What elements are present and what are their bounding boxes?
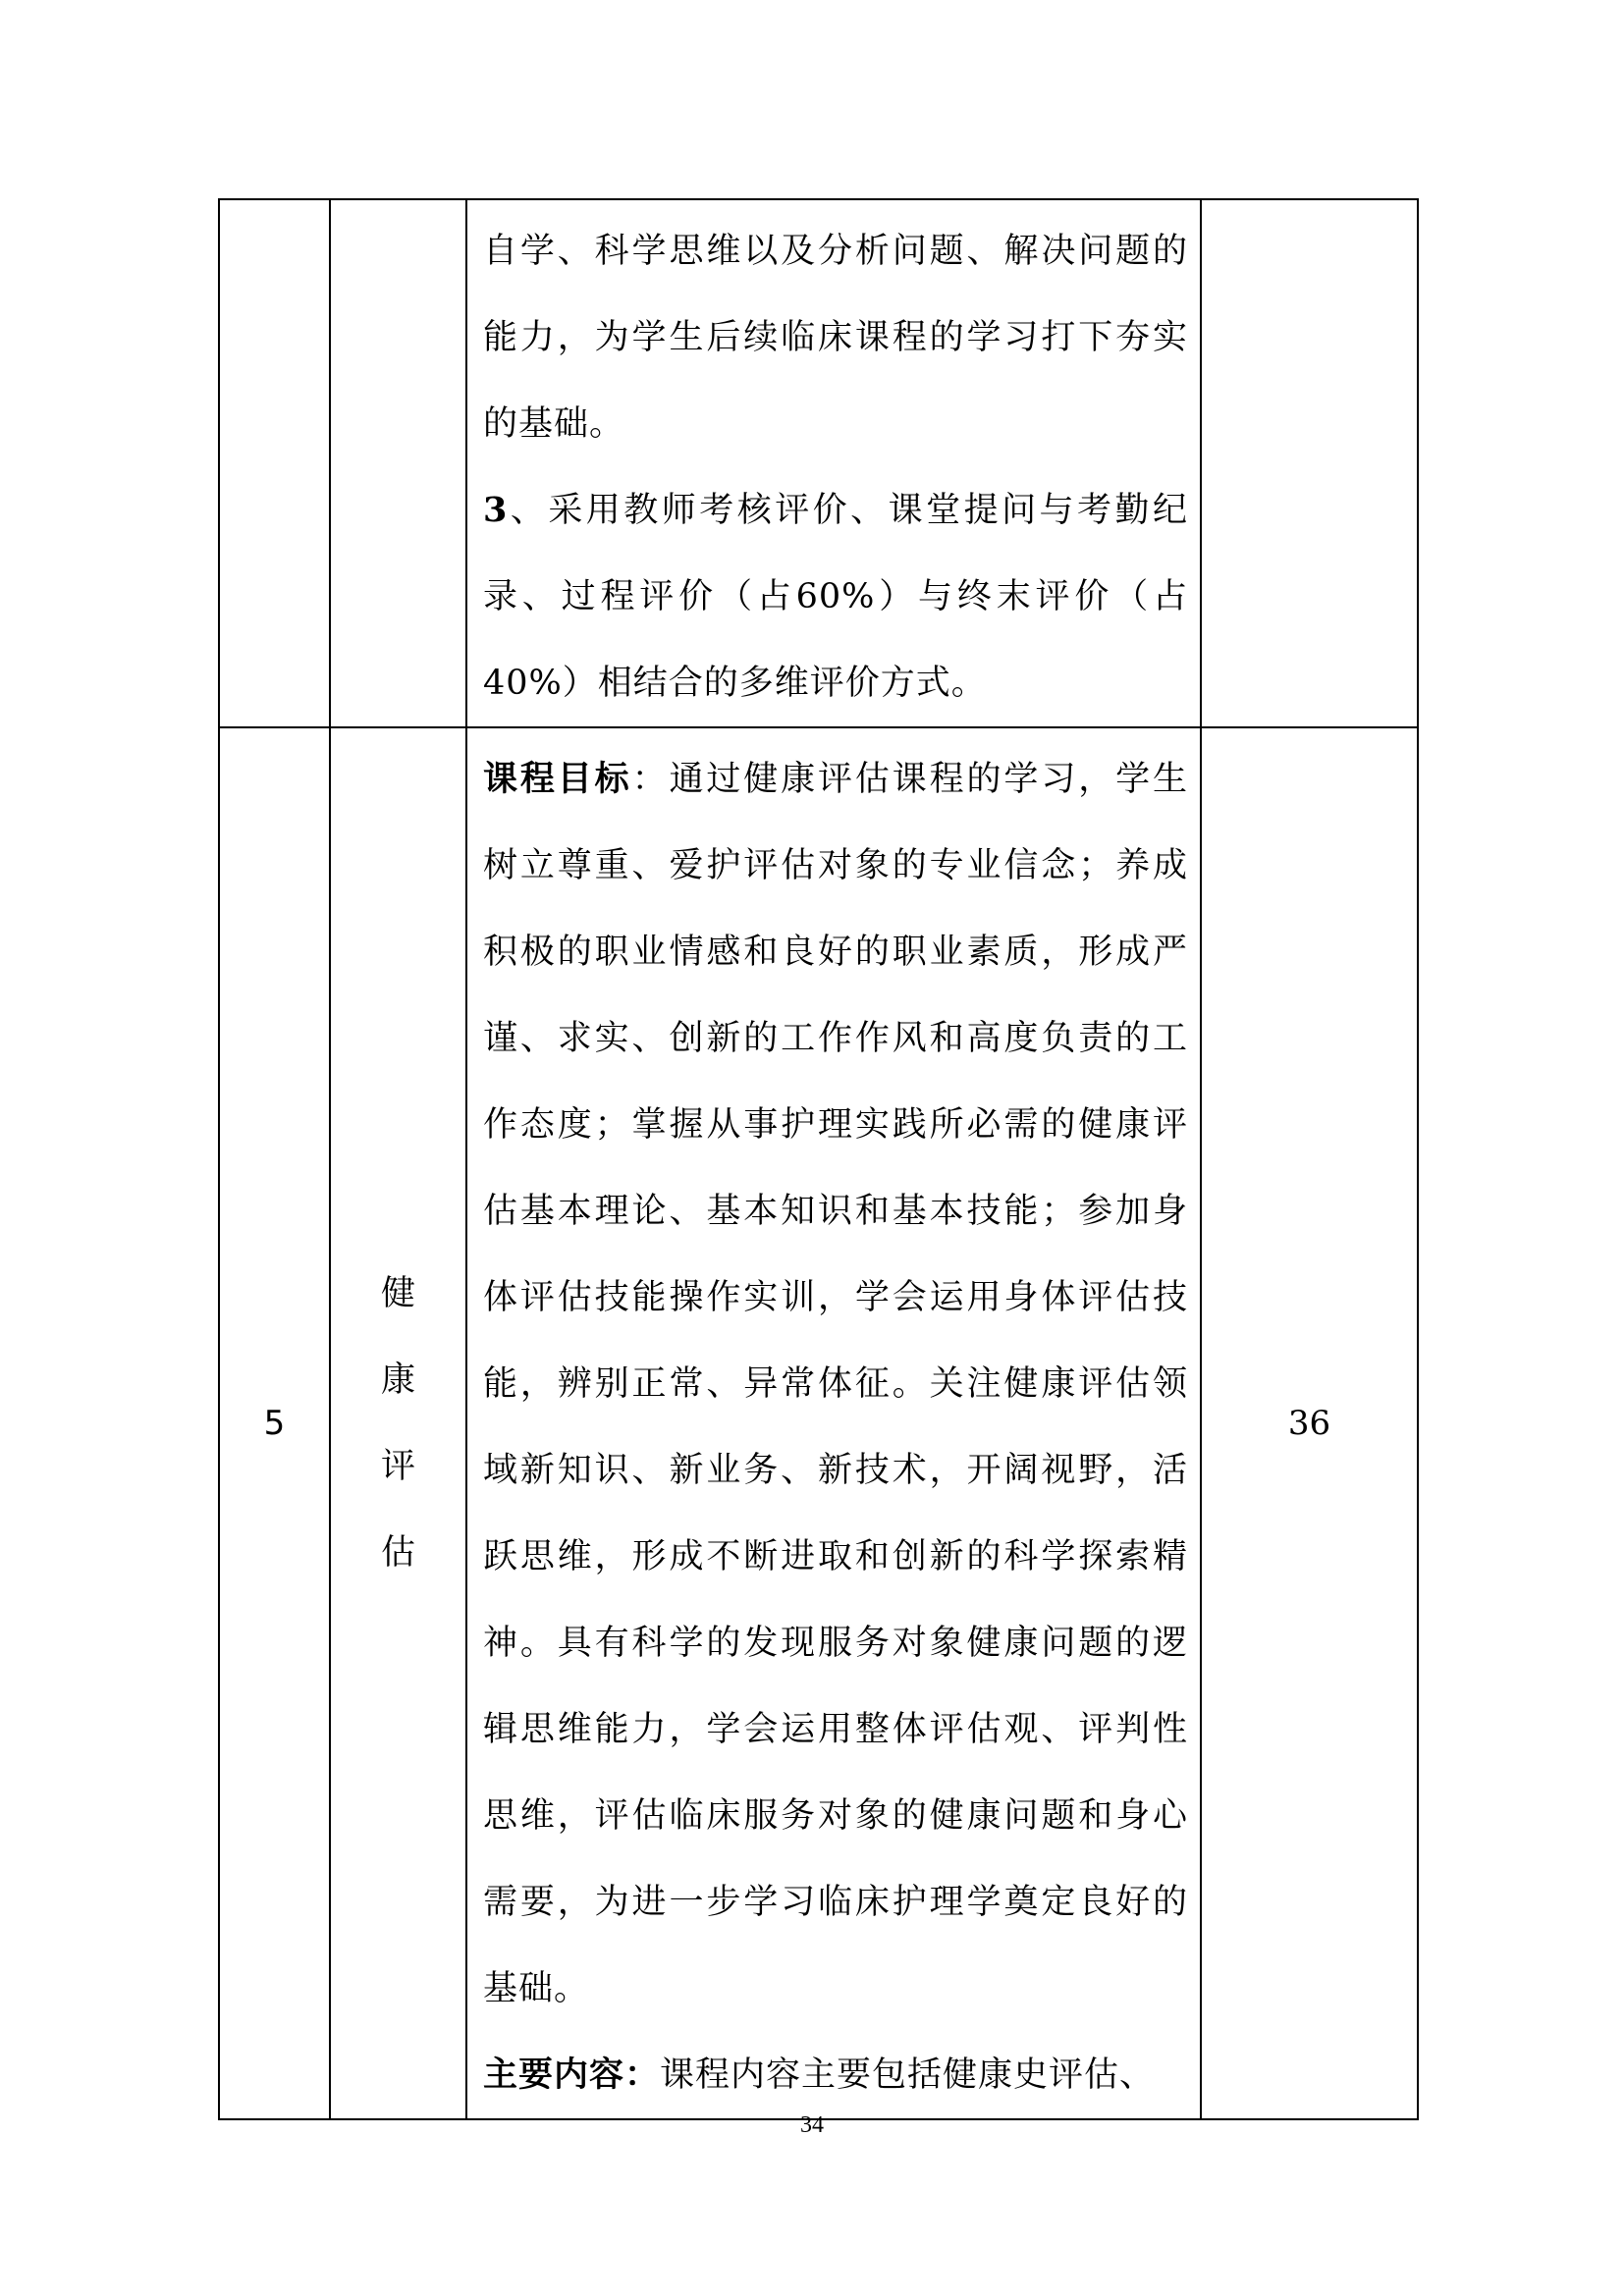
- course-name-cell: [330, 727, 466, 2119]
- course-hours-cell: [1201, 199, 1418, 727]
- description-paragraph: [483, 208, 1188, 467]
- course-description-cell: [466, 727, 1201, 2119]
- course-name-cell: [330, 199, 466, 727]
- description-paragraph: [483, 736, 1188, 2032]
- paragraph-text: 、采用教师考核评价、课堂提问与考勤纪录、过程评价（占60%）与终末评价（占40%）相结合的多维评价方式。: [483, 491, 1188, 703]
- course-description-cell: [466, 199, 1201, 727]
- course-hours-cell: 36: [1201, 727, 1418, 2119]
- page-number: 34: [800, 2112, 824, 2138]
- table-row: [219, 727, 1418, 2119]
- course-table: [218, 198, 1419, 2120]
- course-number-cell: [219, 199, 330, 727]
- paragraph-text: 课程内容主要包括健康史评估、: [660, 2056, 1156, 2095]
- paragraph-text: ：通过健康评估课程的学习，学生树立尊重、爱护评估对象的专业信念；养成积极的职业情感和良好的职业素质，形成严谨、求实、创新的工作作风和高度负责的工作态度；掌握从事护理实践所必需的健康评估基本理论、基本知识和基本技能；参加身体评估技能操作实训，学会运用身体评估技能，辨别正常、异常体征。关注健康评估领域新知识、新业务、新技术，开阔视野，活跃思维，形成不断进取和创新的科学探索精神。具有科学的发现服务对象健康问题的逻辑思维能力，学会运用整体评估观、评判性思维，评估临床服务对象的健康问题和身心需要，为进一步学习临床护理学奠定良好的基础。: [483, 760, 1188, 2008]
- course-number-cell: 5: [219, 727, 330, 2119]
- table-row: [219, 199, 1418, 727]
- paragraph-text: 自学、科学思维以及分析问题、解决问题的能力，为学生后续临床课程的学习打下夯实的基础。: [483, 232, 1188, 444]
- paragraph-label: 主要内容：: [483, 2055, 661, 2095]
- paragraph-label: 3: [483, 490, 509, 530]
- description-paragraph: [483, 467, 1188, 726]
- course-name: 健康评估: [380, 1274, 415, 1573]
- description-paragraph: [483, 2032, 1188, 2118]
- paragraph-label: 课程目标: [483, 759, 632, 799]
